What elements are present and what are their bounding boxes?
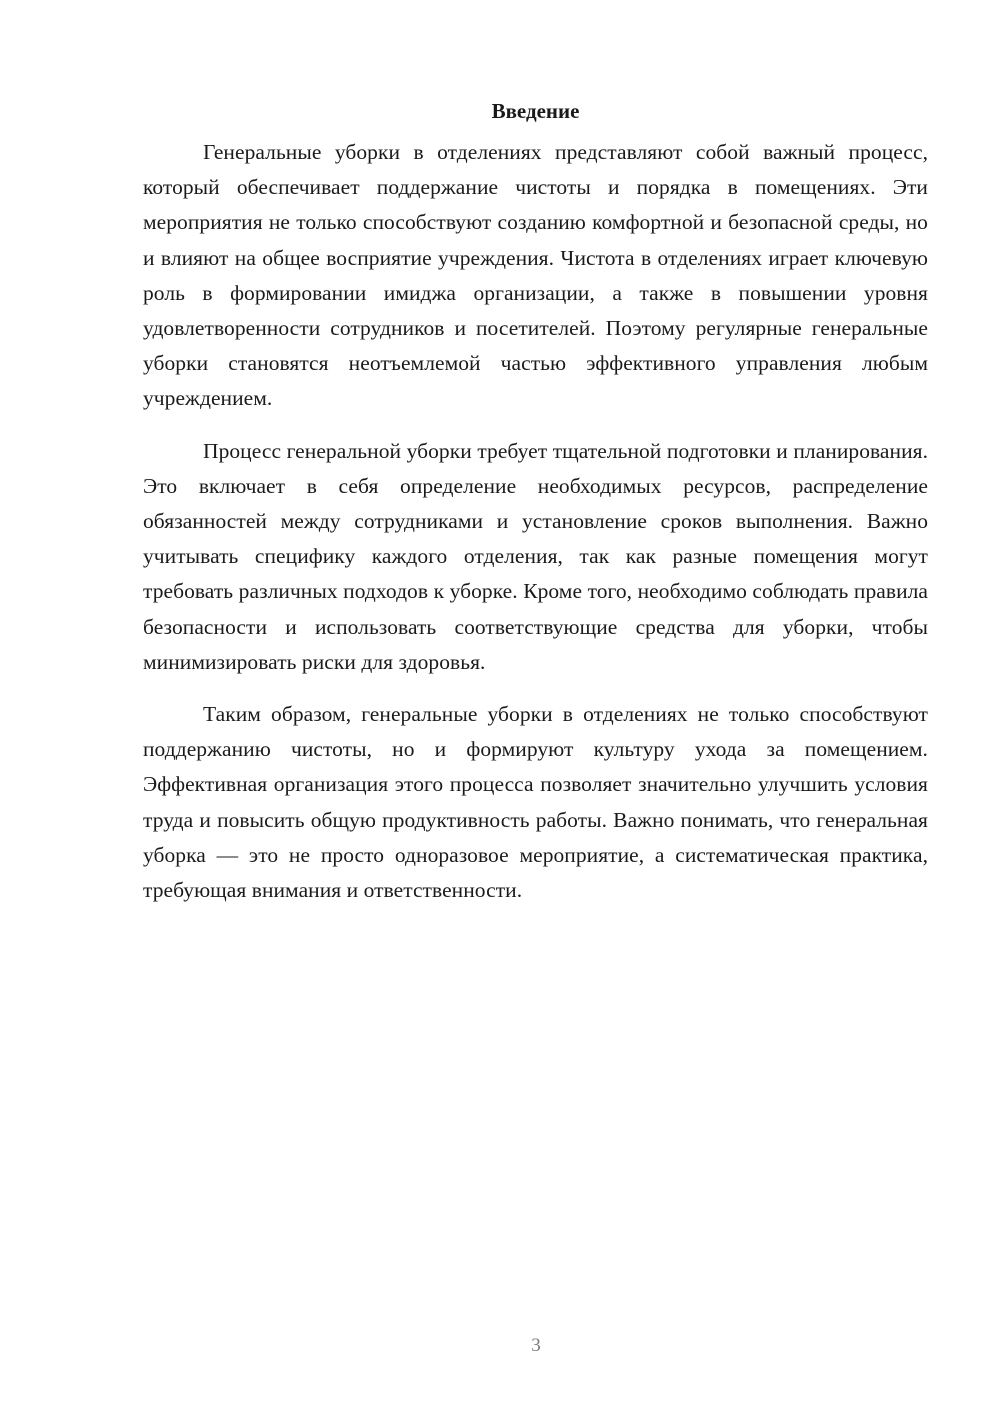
section-heading: Введение (491, 99, 580, 123)
paragraph-3: Таким образом, генеральные уборки в отделениях не только способствуют поддержанию чистоты, но и формируют культуру ухода за помещением. Эффективная организация этого процесса позволяет значительно улучшить условия труда и повысить общую продуктивность работы. Важно понимать, что генеральная уборка — это не просто одноразовое мероприятие, а систематическая практика, требующая внимания и ответственности. (143, 702, 928, 903)
page-number: 3 (531, 1335, 541, 1356)
paragraph-2: Процесс генеральной уборки требует тщательной подготовки и планирования. Это включает в себя определение необходимых ресурсов, распределение обязанностей между сотрудниками и установление сроков выполнения. Важно учитывать специфику каждого отделения, так как разные помещения могут требовать различных подходов к уборке. Кроме того, необходимо соблюдать правила безопасности и использовать соответствующие средства для уборки, чтобы минимизировать риски для здоровья. (143, 438, 928, 674)
page-content (143, 96, 928, 925)
paragraph-1: Генеральные уборки в отделениях представляют собой важный процесс, который обеспечивает поддержание чистоты и порядка в помещениях. Эти мероприятия не только способствуют созданию комфортной и безопасной среды, но и влияют на общее восприятие учреждения. Чистота в отделениях играет ключевую роль в формировании имиджа организации, а также в повышении уровня удовлетворенности сотрудников и посетителей. Поэтому регулярные генеральные уборки становятся неотъемлемой частью эффективного управления любым учреждением. (143, 140, 928, 411)
